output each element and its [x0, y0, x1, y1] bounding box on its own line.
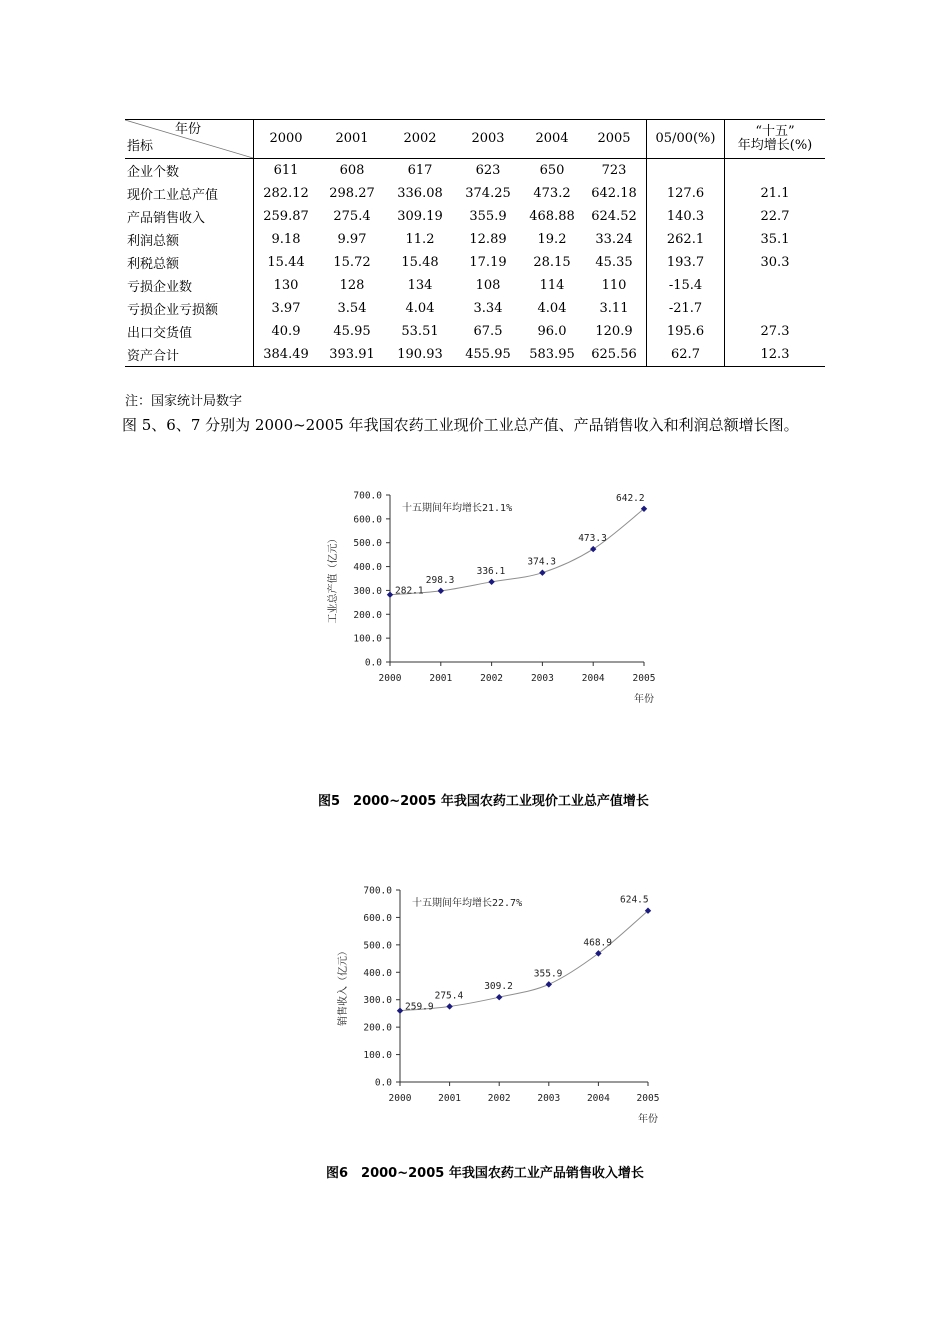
table-cell: 134 [407, 278, 433, 293]
table-cell: 30.3 [760, 255, 790, 270]
table-row [125, 182, 825, 205]
row-label: 现价工业总产值 [125, 182, 254, 205]
data-label: 298.3 [425, 574, 455, 586]
table-cell: 4.04 [405, 301, 435, 316]
data-point [496, 994, 502, 1000]
data-label: 468.9 [583, 937, 613, 949]
x-tick-label: 2004 [581, 673, 605, 684]
x-tick-label: 2002 [480, 673, 504, 684]
column-header: 2004 [522, 120, 582, 159]
y-tick-label: 200.0 [353, 609, 382, 621]
data-label: 282.1 [395, 585, 424, 597]
table-cell: 21.1 [760, 186, 790, 201]
y-tick-label: 700.0 [353, 490, 382, 502]
table-cell: 473.2 [533, 186, 571, 201]
table-cell: 127.6 [647, 182, 725, 205]
growth-annotation: 十五期间年均增长22.7% [412, 898, 523, 909]
table-cell: 468.88 [529, 209, 575, 224]
table-cell: 608 [339, 163, 365, 178]
table-cell: 33.24 [582, 228, 647, 251]
table-cell: 62.7 [647, 343, 725, 367]
statistics-table [125, 119, 825, 367]
y-tick-label: 700.0 [363, 885, 392, 897]
row-label: 出口交货值 [125, 320, 254, 343]
table-cell: -21.7 [647, 297, 725, 320]
chart-output-value [320, 480, 660, 720]
table-cell: 282.12 [263, 186, 309, 201]
y-tick-label: 500.0 [353, 538, 382, 550]
chart-sales-revenue [330, 875, 670, 1125]
data-label: 336.1 [476, 565, 506, 577]
table-row [125, 159, 825, 183]
data-label: 275.4 [434, 990, 464, 1002]
table-cell: 3.54 [337, 301, 367, 316]
table-cell: 114 [539, 278, 565, 293]
data-point [387, 591, 393, 597]
table-cell: 650 [539, 163, 565, 178]
table-cell: 624.52 [582, 205, 647, 228]
table-cell: 120.9 [582, 320, 647, 343]
table-cell: 19.2 [537, 232, 567, 247]
table-cell: 45.95 [333, 324, 371, 339]
y-axis-title: 销售收入（亿元） [338, 946, 349, 1026]
table-cell: 15.72 [333, 255, 371, 270]
diagonal-header-cell [125, 120, 254, 159]
table-row [125, 297, 825, 320]
x-axis-title: 年份 [638, 1114, 658, 1125]
y-tick-label: 600.0 [363, 912, 392, 924]
y-tick-label: 0.0 [374, 1077, 392, 1089]
table-cell: 4.04 [537, 301, 567, 316]
table-cell: 108 [475, 278, 501, 293]
table-cell: 128 [339, 278, 365, 293]
data-point [397, 1008, 403, 1014]
column-header: 2001 [318, 120, 386, 159]
y-tick-label: 300.0 [363, 995, 392, 1007]
row-label: 亏损企业亏损额 [125, 297, 254, 320]
table-row [125, 320, 825, 343]
table-cell: 190.93 [386, 343, 454, 367]
table-cell: 384.49 [254, 343, 319, 367]
table-cell: 130 [273, 278, 299, 293]
row-label: 利税总额 [125, 251, 254, 274]
table-cell [725, 297, 826, 320]
data-point [488, 579, 494, 585]
figure-intro-paragraph: 图 5、6、7 分别为 2000~2005 年我国农药工业现价工业总产值、产品销售收入和利润总额增长图。 [122, 416, 799, 434]
x-tick-label: 2001 [438, 1093, 462, 1104]
table-row [125, 343, 825, 367]
row-label: 亏损企业数 [125, 274, 254, 297]
x-tick-label: 2000 [378, 673, 402, 684]
row-label: 资产合计 [125, 343, 254, 367]
x-tick-label: 2005 [636, 1093, 660, 1104]
table-row [125, 228, 825, 251]
table-cell: 27.3 [760, 324, 790, 339]
table-cell: 15.48 [401, 255, 439, 270]
x-axis-title: 年份 [634, 694, 654, 705]
table-cell: 623 [475, 163, 501, 178]
table-cell: 275.4 [333, 209, 371, 224]
x-tick-label: 2003 [530, 673, 554, 684]
data-label: 624.5 [620, 894, 649, 906]
growth-header-line2: 年均增长(%) [737, 138, 813, 153]
row-label: 利润总额 [125, 228, 254, 251]
figure6-caption: 图6 2000~2005 年我国农药工业产品销售收入增长 [326, 1166, 644, 1181]
table-cell: 723 [582, 159, 647, 183]
data-label: 374.3 [527, 556, 557, 568]
header-indicator-label: 指标 [127, 139, 154, 154]
table-cell: 67.5 [473, 324, 503, 339]
data-point [438, 588, 444, 594]
y-tick-label: 200.0 [363, 1022, 392, 1034]
column-header: 2000 [254, 120, 319, 159]
table-cell [725, 274, 826, 297]
data-point [546, 981, 552, 987]
data-label: 473.3 [578, 533, 607, 545]
table-cell: 53.51 [401, 324, 439, 339]
data-point [446, 1003, 452, 1009]
y-tick-label: 500.0 [363, 940, 392, 952]
table-cell: 259.87 [263, 209, 309, 224]
y-tick-label: 400.0 [353, 562, 382, 574]
y-tick-label: 0.0 [364, 657, 382, 669]
y-tick-label: 100.0 [353, 633, 382, 645]
figure5-caption: 图5 2000~2005 年我国农药工业现价工业总产值增长 [318, 794, 649, 809]
table-cell: 9.97 [337, 232, 367, 247]
table-cell: 40.9 [271, 324, 301, 339]
data-label: 259.9 [405, 1001, 434, 1013]
row-label: 产品销售收入 [125, 205, 254, 228]
table-cell: 3.11 [582, 297, 647, 320]
table-cell: 3.34 [473, 301, 503, 316]
table-header-row [125, 120, 825, 159]
table-cell: 611 [273, 163, 299, 178]
column-header: 05/00(%) [647, 120, 725, 159]
table-cell: 455.95 [454, 343, 522, 367]
row-label: 企业个数 [125, 159, 254, 183]
table-cell: 583.95 [522, 343, 582, 367]
column-header: 2003 [454, 120, 522, 159]
data-point [590, 546, 596, 552]
table-cell: 15.44 [267, 255, 305, 270]
table-cell: 35.1 [760, 232, 790, 247]
source-note: 注：国家统计局数字 [125, 394, 243, 409]
x-tick-label: 2000 [388, 1093, 412, 1104]
table-cell: 374.25 [465, 186, 511, 201]
growth-header-line1: “十五” [755, 124, 795, 139]
column-header: 2002 [386, 120, 454, 159]
table-cell: 110 [582, 274, 647, 297]
y-tick-label: 600.0 [353, 514, 382, 526]
table-cell: 3.97 [271, 301, 301, 316]
header-year-label: 年份 [175, 122, 202, 137]
y-axis-title: 工业总产值（亿元） [328, 533, 339, 624]
table-row [125, 274, 825, 297]
growth-annotation: 十五期间年均增长21.1% [402, 503, 513, 514]
table-cell: 355.9 [469, 209, 507, 224]
data-point [539, 570, 545, 576]
data-label: 355.9 [533, 968, 563, 980]
table-cell: 193.7 [647, 251, 725, 274]
table-cell: 9.18 [271, 232, 301, 247]
table-cell: 12.3 [725, 343, 826, 367]
y-tick-label: 100.0 [363, 1050, 392, 1062]
x-tick-label: 2001 [429, 673, 453, 684]
data-label: 309.2 [484, 981, 513, 993]
table-cell: 12.89 [469, 232, 507, 247]
x-tick-label: 2003 [537, 1093, 561, 1104]
table-cell: 28.15 [533, 255, 571, 270]
table-cell: 17.19 [469, 255, 507, 270]
table-cell: 262.1 [647, 228, 725, 251]
table-cell: 393.91 [318, 343, 386, 367]
table-row [125, 205, 825, 228]
table-row [125, 251, 825, 274]
table-cell: -15.4 [647, 274, 725, 297]
table-cell: 45.35 [582, 251, 647, 274]
y-tick-label: 300.0 [353, 585, 382, 597]
column-header-growth [725, 120, 826, 159]
table-cell: 22.7 [760, 209, 790, 224]
table-cell: 195.6 [647, 320, 725, 343]
column-header: 2005 [582, 120, 647, 159]
table-cell: 96.0 [537, 324, 567, 339]
data-label: 642.2 [616, 492, 645, 504]
table-cell [725, 159, 826, 183]
table-cell: 617 [407, 163, 433, 178]
table-cell [647, 159, 725, 183]
y-tick-label: 400.0 [363, 967, 392, 979]
table-cell: 298.27 [329, 186, 375, 201]
table-cell: 336.08 [397, 186, 443, 201]
x-tick-label: 2002 [487, 1093, 511, 1104]
x-tick-label: 2005 [632, 673, 656, 684]
x-tick-label: 2004 [586, 1093, 610, 1104]
table-cell: 309.19 [397, 209, 443, 224]
table-cell: 625.56 [582, 343, 647, 367]
table-cell: 140.3 [647, 205, 725, 228]
table-cell: 11.2 [405, 232, 435, 247]
table-cell: 642.18 [582, 182, 647, 205]
